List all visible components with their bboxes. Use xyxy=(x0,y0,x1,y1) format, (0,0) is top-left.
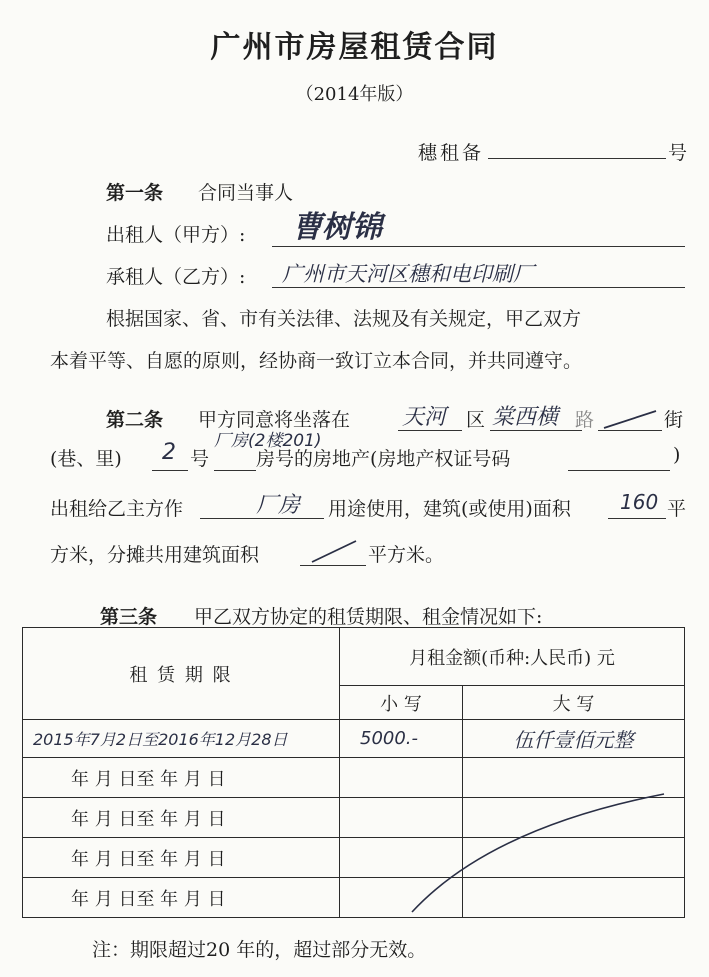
article2-text-g: 房号的房地产(房地产权证号码 xyxy=(256,448,511,470)
void-strike-curve xyxy=(400,788,670,918)
article1-heading: 第一条 xyxy=(106,182,164,204)
article2-text-k: 平 xyxy=(667,498,687,520)
period-cell[interactable]: 年 月 日至 年 月 日 xyxy=(23,878,340,918)
road-handwritten: 棠西横 xyxy=(492,405,559,430)
period-cell[interactable]: 年 月 日至 年 月 日 xyxy=(23,798,340,838)
shared-area-field[interactable] xyxy=(300,565,366,566)
article1-paragraph-line2: 本着平等、自愿的原则，经协商一致订立本合同，并共同遵守。 xyxy=(50,350,583,372)
shared-area-slash-mark xyxy=(308,538,360,564)
article2-heading: 第二条 xyxy=(106,409,164,431)
room-field[interactable] xyxy=(214,470,256,471)
lessor-label: 出租人（甲方）: xyxy=(106,224,246,246)
usage-handwritten: 厂房 xyxy=(256,493,301,518)
street-field[interactable] xyxy=(598,430,662,431)
period-cell[interactable]: 年 月 日至 年 月 日 xyxy=(23,758,340,798)
article3-heading: 第三条 xyxy=(100,606,158,628)
record-number-label: 穗租备 xyxy=(418,142,485,164)
article2-text-m: 平方米。 xyxy=(368,544,445,566)
article2-text-e: (巷、里) xyxy=(50,448,122,470)
monthly-rent-header: 月租金额(币种:人民币) 元 xyxy=(340,628,685,686)
period-cell[interactable]: 年 月 日至 年 月 日 xyxy=(23,838,340,878)
district-handwritten: 天河 xyxy=(402,405,447,430)
small-amount-cell[interactable]: 5000.- xyxy=(340,720,463,758)
article2-text-j: 用途使用，建筑(或使用)面积 xyxy=(328,498,571,520)
article1-subject: 合同当事人 xyxy=(198,182,294,204)
record-number-suffix: 号 xyxy=(668,142,688,164)
article2-text-i: 出租给乙主方作 xyxy=(50,498,184,520)
lease-period-header: 租 赁 期 限 xyxy=(23,628,340,720)
lessor-signature: 曹树锦 xyxy=(292,210,382,245)
area-handwritten: 160 xyxy=(620,490,659,514)
table-note: 注：期限超过20 年的，超过部分无效。 xyxy=(92,939,427,961)
lessee-handwritten-name: 广州市天河区穗和电印刷厂 xyxy=(282,262,534,286)
article2-text-b: 区 xyxy=(466,409,486,431)
article3-text: 甲乙双方协定的租赁期限、租金情况如下: xyxy=(194,606,543,628)
table-row xyxy=(23,720,685,758)
article2-text-c: 路 xyxy=(575,409,595,431)
small-amount-header: 小 写 xyxy=(340,686,463,720)
article2-text-h: ) xyxy=(673,444,681,466)
area-field[interactable] xyxy=(608,518,666,519)
big-amount-header: 大 写 xyxy=(463,686,685,720)
record-number-field[interactable] xyxy=(488,158,666,159)
document-title: 广州市房屋租赁合同 xyxy=(210,30,499,65)
certificate-number-field[interactable] xyxy=(568,470,670,471)
article2-text-a: 甲方同意将坐落在 xyxy=(198,409,351,431)
lessor-field[interactable] xyxy=(272,246,685,247)
article1-paragraph-line1: 根据国家、省、市有关法律、法规及有关规定，甲乙双方 xyxy=(106,308,582,330)
lessee-label: 承租人（乙方）: xyxy=(106,266,246,288)
edition-label: （2014年版） xyxy=(295,84,414,105)
big-amount-cell[interactable]: 伍仟壹佰元整 xyxy=(463,720,685,758)
article2-text-d: 街 xyxy=(664,409,684,431)
rent-table-header-row xyxy=(23,628,685,686)
room-handwritten: 厂房(2楼201) xyxy=(214,431,322,451)
article2-text-f: 号 xyxy=(190,448,210,470)
period-cell[interactable]: 2015年7月2日至2016年12月28日 xyxy=(23,720,340,758)
number-field[interactable] xyxy=(152,470,188,471)
number-handwritten: 2 xyxy=(162,440,176,465)
street-slash-mark xyxy=(600,408,660,430)
article2-text-l: 方米，分摊共用建筑面积 xyxy=(50,544,260,566)
